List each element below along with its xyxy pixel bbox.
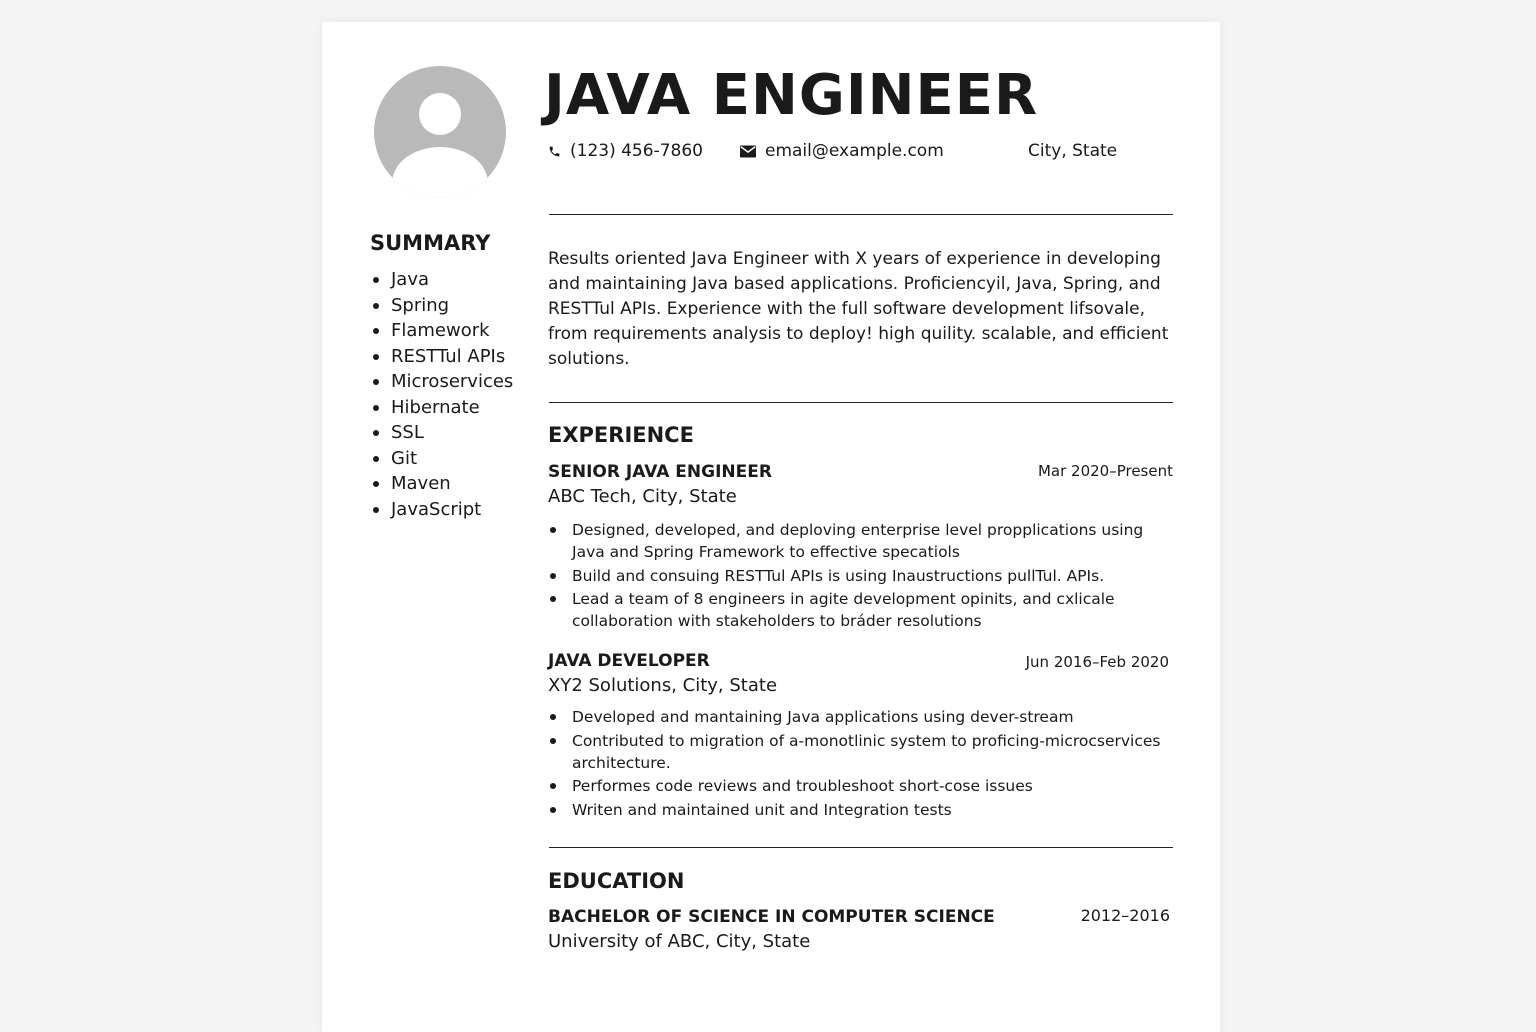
sidebar-title: SUMMARY xyxy=(370,231,491,255)
job-bullets xyxy=(548,519,1168,634)
list-item: Developed and mantaining Java applications using dever-stream xyxy=(548,706,1168,728)
skill-item: Java xyxy=(370,267,513,293)
location-text: City, State xyxy=(1028,141,1118,161)
list-item: Designed, developed, and deploving enterprise level propplications using Java and Spring Framework to effective specatiols xyxy=(548,519,1168,563)
education-school: University of ABC, City, State xyxy=(548,931,811,952)
skill-item: Microservices xyxy=(370,369,513,395)
job-bullets xyxy=(548,706,1168,822)
resume-page xyxy=(322,22,1220,1032)
skill-item: Git xyxy=(370,446,513,472)
degree-title: BACHELOR OF SCIENCE IN COMPUTER SCIENCE xyxy=(548,907,995,927)
list-item: Writen and maintained unit and Integration tests xyxy=(548,799,1168,821)
phone-number: (123) 456-7860 xyxy=(570,141,703,161)
resume-title: JAVA ENGINEER xyxy=(544,63,1039,128)
skills-list xyxy=(370,267,513,522)
divider xyxy=(549,847,1173,848)
divider xyxy=(549,402,1173,403)
list-item: Build and consuing RESTTul APIs is using Inaustructions pullTul. APIs. xyxy=(548,565,1168,587)
list-item: Performes code reviews and troubleshoot short-cose issues xyxy=(548,775,1168,797)
experience-title: EXPERIENCE xyxy=(548,423,694,447)
skill-item: Maven xyxy=(370,471,513,497)
email-icon xyxy=(740,145,756,158)
skill-item: SSL xyxy=(370,420,513,446)
skill-item: Hibernate xyxy=(370,395,513,421)
skill-item: JavaScript xyxy=(370,497,513,523)
divider xyxy=(549,214,1173,215)
job-company: ABC Tech, City, State xyxy=(548,486,737,507)
avatar-placeholder-icon xyxy=(374,66,506,198)
education-title: EDUCATION xyxy=(548,869,685,893)
job-title: JAVA DEVELOPER xyxy=(548,651,710,671)
education-dates: 2012–2016 xyxy=(1080,906,1170,925)
skill-item: Flamework xyxy=(370,318,513,344)
skill-item: RESTTul APIs xyxy=(370,344,513,370)
list-item: Lead a team of 8 engineers in agite development opinits, and cxlicale collaboration with stakeholders to bráder resolutions xyxy=(548,588,1168,632)
job-dates: Mar 2020–Present xyxy=(1037,462,1173,480)
summary-paragraph: Results oriented Java Engineer with X years of experience in developing and maintaining Java based applications. Proficiencyil, Java, Spring, and RESTTul APIs. Experience with the full software development lifsovale, from requirements analysis to deploy! high quility. scalable, and efficient solutions. xyxy=(548,249,1169,369)
contact-location xyxy=(1028,139,1117,163)
job-company: XY2 Solutions, City, State xyxy=(548,675,778,696)
job-dates: Jun 2016–Feb 2020 xyxy=(1025,653,1169,671)
email-address: email@example.com xyxy=(765,141,944,161)
list-item: Contributed to migration of a-monotlinic system to proficing-microcservices architecture. xyxy=(548,730,1168,774)
contact-phone xyxy=(548,139,703,163)
skill-item: Spring xyxy=(370,293,513,319)
phone-icon xyxy=(548,144,561,159)
contact-email xyxy=(740,139,944,163)
job-title: SENIOR JAVA ENGINEER xyxy=(548,462,772,482)
